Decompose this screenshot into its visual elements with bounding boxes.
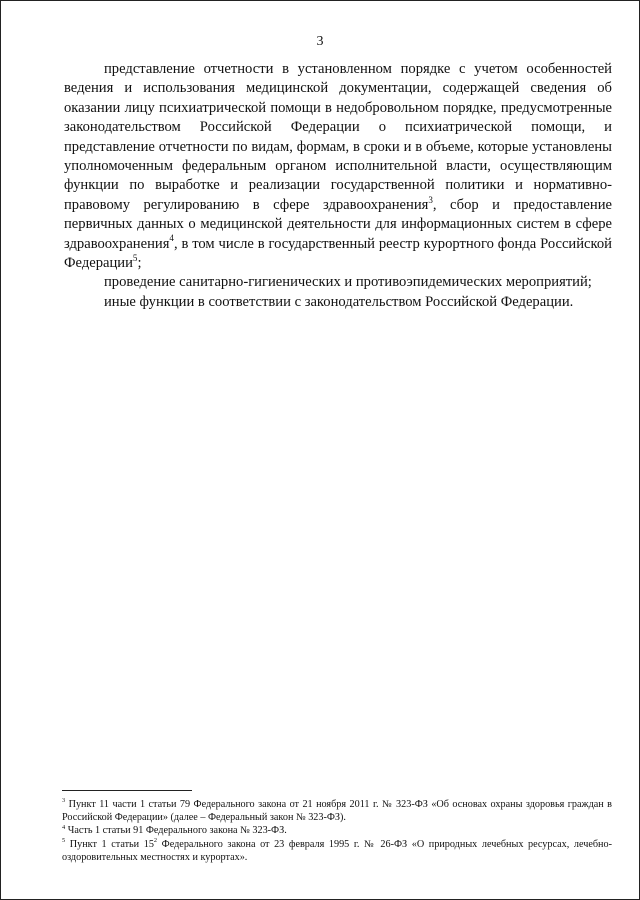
document-body (64, 60, 612, 312)
paragraph-sanitary: проведение санитарно-гигиенических и противоэпидемических мероприятий; (104, 274, 592, 291)
footnote-ref-5[interactable]: 5 (132, 252, 138, 263)
paragraph-text: ; (137, 255, 142, 272)
article-superscript: 2 (153, 836, 158, 844)
footnote-divider (62, 790, 192, 791)
footnote-ref-4[interactable]: 4 (169, 233, 174, 244)
footnote-text: Пункт 1 статьи 15 (65, 838, 154, 850)
footnote-5 (62, 838, 612, 864)
footnotes (62, 798, 612, 864)
footnote-ref-3[interactable]: 3 (428, 194, 433, 205)
paragraph-text: представление отчетности в установленном порядке с учетом особенностей ведения и использования медицинской документации, содержащей сведения об оказании лицу психиатрической помощи в недобровольном порядке, предусмотренные законодательством Российской Федерации о психиатрической помощи, и представление отчетности по видам, формам, в сроки и в объеме, которые установлены уполномоченным федеральным органом исполнительной власти, осуществляющим функции по выработке и реализации государственной политики и нормативно-правовому регулированию в сфере здравоохранения (64, 61, 612, 213)
paragraph-text: , сбор и предоставление первичных данных о медицинской деятельности для информационных систем в сфере здравоохранения (64, 196, 612, 252)
footnote-4 (62, 824, 612, 837)
footnote-text: Федерального закона от 23 февраля 1995 г. № 26-ФЗ «О природных лечебных ресурсах, лечебно-оздоровительных местностях и курортах». (62, 838, 612, 863)
page-number: 3 (316, 34, 324, 49)
paragraph-reporting (64, 60, 612, 273)
footnote-marker: 5 (62, 836, 66, 844)
footnote-text: Пункт 11 части 1 статьи 79 Федерального закона от 21 ноября 2011 г. № 323-ФЗ «Об основах охраны здоровья граждан в Российской Федерации» (далее – Федеральный закон № 323-ФЗ). (62, 799, 612, 824)
footnote-3 (62, 798, 612, 824)
footnote-text: Часть 1 статьи 91 Федерального закона № 323-ФЗ. (65, 825, 287, 837)
paragraph-other-functions: иные функции в соответствии с законодательством Российской Федерации. (104, 293, 574, 310)
paragraph-text: , в том числе в государственный реестр курортного фонда Российской Федерации (64, 235, 612, 272)
footnote-marker: 4 (62, 823, 66, 831)
footnote-marker: 3 (62, 797, 66, 805)
